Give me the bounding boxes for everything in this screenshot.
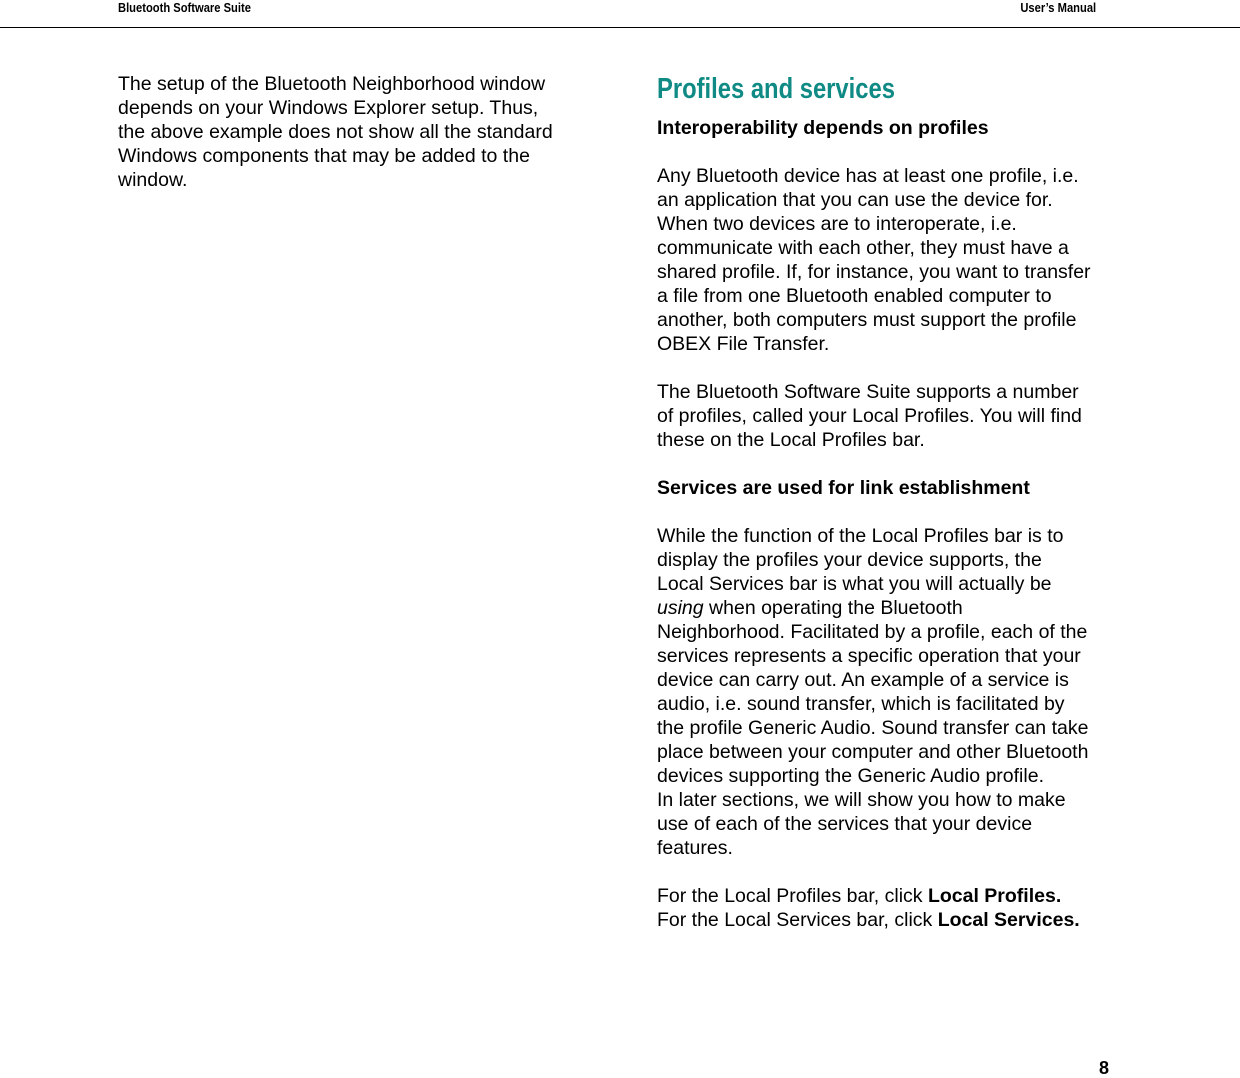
para2-line: The Bluetooth Software Suite supports a number <box>657 381 1079 403</box>
paragraph-profiles <box>657 164 1127 356</box>
header-divider <box>0 27 1240 28</box>
para1-line: shared profile. If, for instance, you want to transfer <box>657 261 1091 283</box>
para3-line: features. <box>657 837 733 859</box>
para3-line: devices supporting the Generic Audio profile. <box>657 765 1044 787</box>
left-line-5: window. <box>118 169 188 191</box>
para3-line: While the function of the Local Profiles bar is to <box>657 525 1064 547</box>
local-profiles-command: Local Profiles. <box>927 885 1062 907</box>
para3-line: Neighborhood. Facilitated by a profile, each of the <box>657 621 1088 643</box>
para2-line: of profiles, called your Local Profiles. You will find <box>657 405 1082 427</box>
para1-line: another, both computers must support the profile <box>657 309 1077 331</box>
para3-line: use of each of the services that your device <box>657 813 1033 835</box>
section-title: Profiles and services <box>657 73 895 105</box>
left-line-2: depends on your Windows Explorer setup. Thus, <box>118 97 539 119</box>
para3-line-tail: when operating the Bluetooth <box>703 597 963 619</box>
para3-line: Local Services bar is what you will actually be <box>657 573 1052 595</box>
running-header-manual: User’s Manual <box>1020 0 1096 15</box>
instruction-local-services <box>657 908 1127 932</box>
instruction-services-text: For the Local Services bar, click <box>657 909 938 931</box>
left-line-1: The setup of the Bluetooth Neighborhood window <box>118 73 546 95</box>
para3-line: audio, i.e. sound transfer, which is facilitated by <box>657 693 1065 715</box>
running-header-title: Bluetooth Software Suite <box>118 0 251 15</box>
para1-line: communicate with each other, they must have a <box>657 237 1069 259</box>
subheading-interoperability: Interoperability depends on profiles <box>657 117 989 139</box>
instruction-local-profiles <box>657 884 1127 908</box>
paragraph-services <box>657 524 1127 860</box>
page-number: 8 <box>1098 1058 1109 1078</box>
left-column <box>118 72 588 192</box>
local-services-command: Local Services. <box>937 909 1080 931</box>
emphasis-using: using <box>657 597 704 619</box>
para1-line: OBEX File Transfer. <box>657 333 830 355</box>
para1-line: When two devices are to interoperate, i.e. <box>657 213 1017 235</box>
para3-line-emphasis <box>657 596 1127 620</box>
para3-line: In later sections, we will show you how to make <box>657 789 1066 811</box>
para3-line: device can carry out. An example of a service is <box>657 669 1069 691</box>
para1-line: an application that you can use the device for. <box>657 189 1053 211</box>
paragraph-local-profiles <box>657 380 1127 452</box>
para1-line: a file from one Bluetooth enabled computer to <box>657 285 1052 307</box>
para3-line: the profile Generic Audio. Sound transfer can take <box>657 717 1089 739</box>
subheading-services: Services are used for link establishment <box>657 477 1030 499</box>
para1-line: Any Bluetooth device has at least one profile, i.e. <box>657 165 1079 187</box>
para2-line: these on the Local Profiles bar. <box>657 429 925 451</box>
left-line-4: Windows components that may be added to the <box>118 145 530 167</box>
left-line-3: the above example does not show all the standard <box>118 121 553 143</box>
instruction-profiles-text: For the Local Profiles bar, click <box>657 885 928 907</box>
para3-line: place between your computer and other Bluetooth <box>657 741 1089 763</box>
para3-line: display the profiles your device supports, the <box>657 549 1042 571</box>
para3-line: services represents a specific operation that your <box>657 645 1081 667</box>
right-column <box>657 72 1127 932</box>
